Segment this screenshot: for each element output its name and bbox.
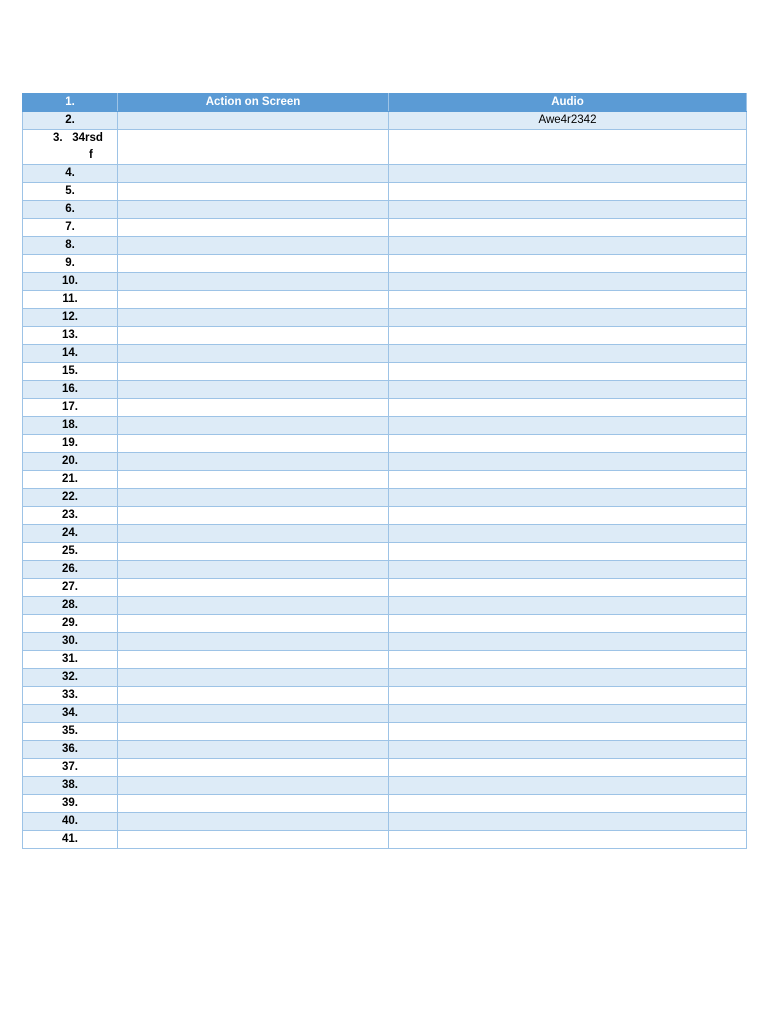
action-cell[interactable] <box>118 705 389 723</box>
table-row <box>23 237 747 255</box>
script-table-body <box>23 94 747 849</box>
table-row <box>23 201 747 219</box>
header-number-cell[interactable]: 1. <box>23 94 118 112</box>
audio-cell[interactable]: Awe4r2342 <box>389 112 747 130</box>
table-row <box>23 489 747 507</box>
table-row <box>23 795 747 813</box>
header-action-cell[interactable]: Action on Screen <box>118 94 389 112</box>
row-number-cell[interactable]: 4. <box>23 165 118 183</box>
row-number-cell[interactable]: 6. <box>23 201 118 219</box>
action-cell[interactable] <box>118 201 389 219</box>
action-cell[interactable] <box>118 687 389 705</box>
table-row <box>23 687 747 705</box>
audio-cell[interactable] <box>389 165 747 183</box>
action-cell[interactable] <box>118 453 389 471</box>
action-cell[interactable] <box>118 112 389 130</box>
row-number-cell[interactable]: 2. <box>23 112 118 130</box>
row-number-cell[interactable]: 10. <box>23 273 118 291</box>
row-number-cell[interactable]: 7. <box>23 219 118 237</box>
table-row <box>23 345 747 363</box>
action-cell[interactable] <box>118 255 389 273</box>
audio-cell[interactable] <box>389 579 747 597</box>
audio-cell[interactable] <box>389 327 747 345</box>
row-number-cell[interactable]: 29. <box>23 615 118 633</box>
row-3-number-text: 34rsd <box>72 132 103 144</box>
audio-cell[interactable] <box>389 723 747 741</box>
audio-cell[interactable] <box>389 597 747 615</box>
row-number-cell[interactable]: 18. <box>23 417 118 435</box>
audio-cell[interactable] <box>389 669 747 687</box>
action-cell[interactable] <box>118 669 389 687</box>
action-cell[interactable] <box>118 813 389 831</box>
row-number-cell[interactable]: 11. <box>23 291 118 309</box>
table-row <box>23 651 747 669</box>
table-row <box>23 813 747 831</box>
table-row <box>23 759 747 777</box>
audio-cell[interactable] <box>389 130 747 165</box>
action-cell[interactable] <box>118 417 389 435</box>
row-number-cell[interactable]: 27. <box>23 579 118 597</box>
audio-cell[interactable] <box>389 615 747 633</box>
action-cell[interactable] <box>118 597 389 615</box>
action-cell[interactable] <box>118 633 389 651</box>
table-row <box>23 399 747 417</box>
action-cell[interactable] <box>118 741 389 759</box>
audio-cell[interactable] <box>389 417 747 435</box>
table-row <box>23 507 747 525</box>
table-row <box>23 327 747 345</box>
audio-cell[interactable] <box>389 741 747 759</box>
row-3-number-line-2: f <box>89 149 93 161</box>
action-cell[interactable] <box>118 543 389 561</box>
audio-cell[interactable] <box>389 435 747 453</box>
table-row <box>23 291 747 309</box>
table-row <box>23 723 747 741</box>
action-cell[interactable] <box>118 237 389 255</box>
audio-cell[interactable] <box>389 237 747 255</box>
action-cell[interactable] <box>118 759 389 777</box>
table-row <box>23 597 747 615</box>
audio-cell[interactable] <box>389 471 747 489</box>
row-number-cell[interactable]: 25. <box>23 543 118 561</box>
action-cell[interactable] <box>118 219 389 237</box>
action-cell[interactable] <box>118 651 389 669</box>
row-number-cell[interactable]: 28. <box>23 597 118 615</box>
row-number-cell[interactable]: 20. <box>23 453 118 471</box>
header-audio-cell[interactable]: Audio <box>389 94 747 112</box>
table-row <box>23 417 747 435</box>
row-number-cell[interactable]: 9. <box>23 255 118 273</box>
row-number-cell[interactable]: 41. <box>23 831 118 849</box>
audio-cell[interactable] <box>389 255 747 273</box>
table-row <box>23 741 747 759</box>
row-number-cell[interactable]: 21. <box>23 471 118 489</box>
action-cell[interactable] <box>118 579 389 597</box>
row-3-number-prefix: 3. <box>53 132 63 144</box>
table-row <box>23 705 747 723</box>
row-number-cell[interactable]: 37. <box>23 759 118 777</box>
table-row <box>23 471 747 489</box>
table-row <box>23 633 747 651</box>
table-row <box>23 255 747 273</box>
audio-cell[interactable] <box>389 813 747 831</box>
audio-cell[interactable] <box>389 381 747 399</box>
row-number-cell[interactable]: 19. <box>23 435 118 453</box>
row-number-cell[interactable]: 36. <box>23 741 118 759</box>
audio-cell[interactable] <box>389 561 747 579</box>
row-number-cell[interactable]: 33. <box>23 687 118 705</box>
audio-cell[interactable] <box>389 687 747 705</box>
row-number-cell[interactable]: 12. <box>23 309 118 327</box>
table-row <box>23 165 747 183</box>
audio-cell[interactable] <box>389 831 747 849</box>
audio-cell[interactable] <box>389 291 747 309</box>
table-row-3 <box>23 130 747 165</box>
audio-cell[interactable] <box>389 525 747 543</box>
audio-cell[interactable] <box>389 489 747 507</box>
table-row <box>23 309 747 327</box>
action-cell[interactable] <box>118 723 389 741</box>
action-cell[interactable] <box>118 183 389 201</box>
audio-cell[interactable] <box>389 363 747 381</box>
row-number-cell[interactable]: 8. <box>23 237 118 255</box>
table-row <box>23 831 747 849</box>
audio-cell[interactable] <box>389 795 747 813</box>
action-cell[interactable] <box>118 507 389 525</box>
row-number-cell[interactable]: 13. <box>23 327 118 345</box>
table-row <box>23 363 747 381</box>
action-cell[interactable] <box>118 435 389 453</box>
row-number-cell[interactable]: 17. <box>23 399 118 417</box>
action-cell[interactable] <box>118 291 389 309</box>
row-number-cell[interactable]: 38. <box>23 777 118 795</box>
row-number-cell[interactable]: 14. <box>23 345 118 363</box>
action-cell[interactable] <box>118 327 389 345</box>
row-number-cell[interactable]: 16. <box>23 381 118 399</box>
table-row <box>23 381 747 399</box>
table-row <box>23 525 747 543</box>
table-row <box>23 561 747 579</box>
row-number-cell[interactable]: 5. <box>23 183 118 201</box>
audio-cell[interactable] <box>389 183 747 201</box>
audio-cell[interactable] <box>389 651 747 669</box>
table-row <box>23 453 747 471</box>
table-row <box>23 435 747 453</box>
row-number-cell[interactable]: 24. <box>23 525 118 543</box>
row-number-cell[interactable]: 15. <box>23 363 118 381</box>
audio-cell[interactable] <box>389 345 747 363</box>
table-row <box>23 219 747 237</box>
action-cell[interactable] <box>118 309 389 327</box>
action-cell[interactable] <box>118 561 389 579</box>
row-number-cell[interactable]: 30. <box>23 633 118 651</box>
row-number-cell[interactable]: 22. <box>23 489 118 507</box>
row-number-cell[interactable]: 39. <box>23 795 118 813</box>
row-number-cell[interactable]: 32. <box>23 669 118 687</box>
action-cell[interactable] <box>118 525 389 543</box>
audio-cell[interactable] <box>389 507 747 525</box>
script-table <box>22 93 747 849</box>
row-number-cell[interactable]: 40. <box>23 813 118 831</box>
audio-cell[interactable] <box>389 705 747 723</box>
table-row <box>23 669 747 687</box>
table-row-2 <box>23 112 747 130</box>
audio-cell[interactable] <box>389 201 747 219</box>
audio-cell[interactable] <box>389 453 747 471</box>
table-row <box>23 273 747 291</box>
audio-cell[interactable] <box>389 399 747 417</box>
action-cell[interactable] <box>118 381 389 399</box>
table-row <box>23 579 747 597</box>
action-cell[interactable] <box>118 273 389 291</box>
audio-cell[interactable] <box>389 543 747 561</box>
action-cell[interactable] <box>118 777 389 795</box>
row-number-cell[interactable]: 31. <box>23 651 118 669</box>
row-number-cell[interactable]: 35. <box>23 723 118 741</box>
audio-cell[interactable] <box>389 759 747 777</box>
audio-cell[interactable] <box>389 777 747 795</box>
table-row <box>23 615 747 633</box>
action-cell[interactable] <box>118 489 389 507</box>
table-row <box>23 777 747 795</box>
action-cell[interactable] <box>118 130 389 165</box>
audio-cell[interactable] <box>389 633 747 651</box>
table-row <box>23 543 747 561</box>
row-number-cell[interactable]: 26. <box>23 561 118 579</box>
action-cell[interactable] <box>118 471 389 489</box>
audio-cell[interactable] <box>389 219 747 237</box>
action-cell[interactable] <box>118 165 389 183</box>
row-number-cell[interactable]: 23. <box>23 507 118 525</box>
row-number-cell[interactable] <box>23 130 118 165</box>
table-row <box>23 183 747 201</box>
audio-cell[interactable] <box>389 273 747 291</box>
action-cell[interactable] <box>118 399 389 417</box>
audio-cell[interactable] <box>389 309 747 327</box>
action-cell[interactable] <box>118 831 389 849</box>
action-cell[interactable] <box>118 345 389 363</box>
action-cell[interactable] <box>118 363 389 381</box>
row-3-number-line-1 <box>53 130 113 147</box>
row-number-cell[interactable]: 34. <box>23 705 118 723</box>
action-cell[interactable] <box>118 795 389 813</box>
table-header-row <box>23 94 747 112</box>
action-cell[interactable] <box>118 615 389 633</box>
